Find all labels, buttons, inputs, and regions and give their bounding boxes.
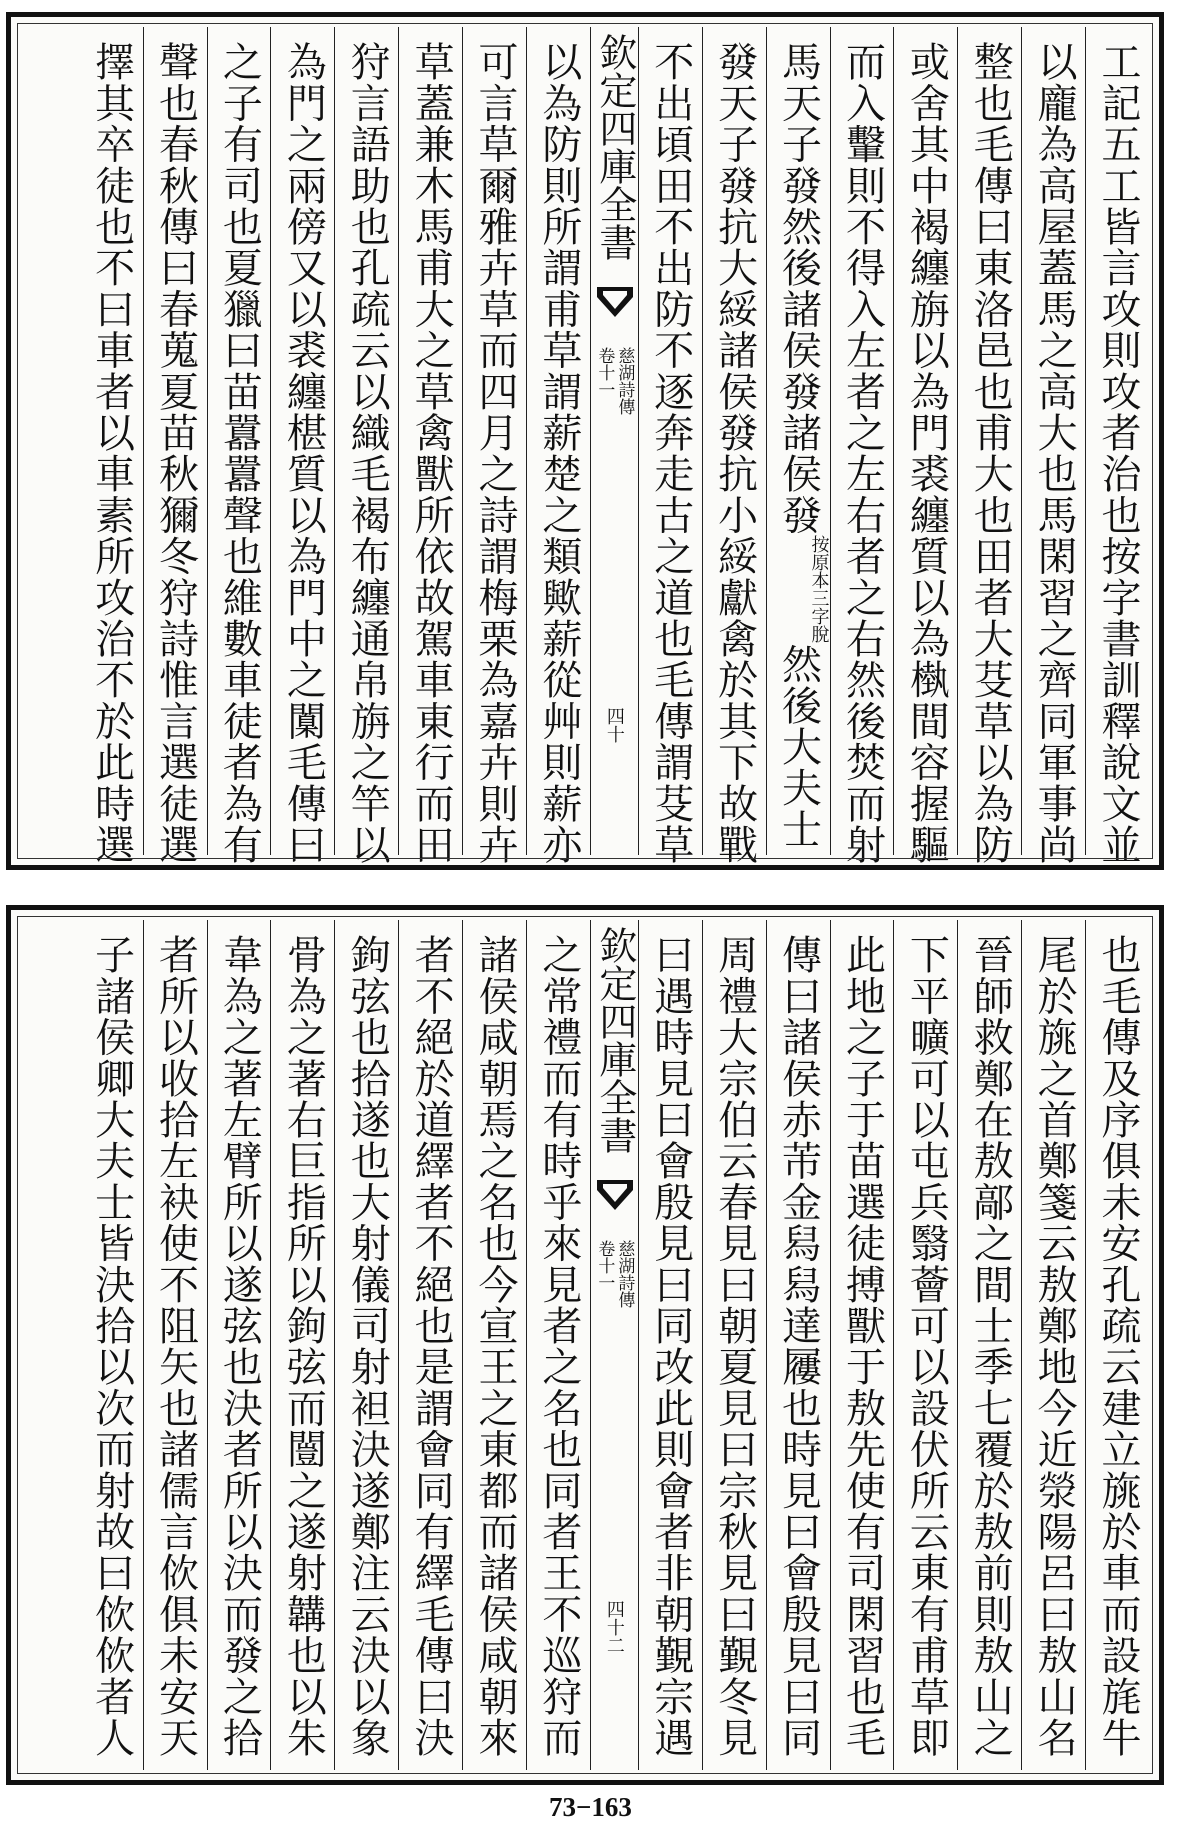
text-column: 周禮大宗伯云春見曰朝夏見曰宗秋見曰覲冬見 xyxy=(702,920,766,1770)
center-fold-label xyxy=(590,920,638,1770)
book-title: 慈湖詩傳 xyxy=(614,1240,635,1308)
fish-tail-mark-icon xyxy=(595,1178,635,1218)
text-column: 草蓋兼木馬甫大之草禽獸所依故駕車東行而田 xyxy=(398,27,462,855)
bottom-page-frame xyxy=(6,905,1164,1785)
column-text: 馬天子發然後諸侯發諸侯發 xyxy=(775,41,822,536)
bottom-text-columns xyxy=(21,920,1149,1770)
text-column: 以龐為高屋蓋馬之高大也馬閑習之齊同軍事尚 xyxy=(1021,27,1085,855)
text-column: 而入轚則不得入左者之左右者之右然後焚而射 xyxy=(830,27,894,855)
text-column: 工記五工皆言攻則攻者治也按字書訓釋說文並 xyxy=(1085,27,1149,855)
column-text-after-note: 然後大夫士 xyxy=(775,643,822,850)
text-column: 曰遇時見曰會殷見曰同改此則會者非朝覲宗遇 xyxy=(638,920,702,1770)
book-volume-label xyxy=(591,347,638,415)
text-column: 聲也春秋傳曰春蒐夏苗秋獮冬狩詩惟言選徒選 xyxy=(143,27,207,855)
text-column: 此地之子于苗選徒搏獸于敖先使有司閑習也毛 xyxy=(830,920,894,1770)
text-column: 尾於旐之首鄭箋云敖鄭地今近滎陽呂曰敖山名 xyxy=(1021,920,1085,1770)
text-column: 諸侯咸朝焉之名也今宣王之東都而諸侯咸朝來 xyxy=(462,920,526,1770)
text-column: 不出頃田不出防不逐奔走古之道也毛傳謂芟草 xyxy=(638,27,702,855)
text-column: 或舍其中褐纏旃以為門裘纏質以為槸間容握驅 xyxy=(893,27,957,855)
collection-title: 欽定四庫全書 xyxy=(592,33,637,261)
fish-tail-mark-icon xyxy=(595,285,635,325)
center-fold-label xyxy=(590,27,638,855)
text-column: 韋為之著左臂所以遂弦也決者所以決而發之拾 xyxy=(207,920,271,1770)
book-volume-label xyxy=(591,1240,638,1308)
volume-number: 卷十一 xyxy=(594,347,615,398)
top-page-frame xyxy=(6,12,1164,870)
text-column: 鉤弦也拾遂也大射儀司射袒決遂鄭注云決以象 xyxy=(334,920,398,1770)
top-text-columns xyxy=(21,27,1149,865)
text-column: 者不絕於道繹者不絕也是謂會同有繹毛傳曰決 xyxy=(398,920,462,1770)
text-column: 晉師救鄭在敖鄗之間士季七覆於敖前則敖山之 xyxy=(957,920,1021,1770)
text-column: 傳曰諸侯赤芾金舄舄達屨也時見曰會殷見曰同 xyxy=(766,920,830,1770)
text-column: 骨為之著右巨指所以鉤弦而闓之遂射韝也以朱 xyxy=(270,920,334,1770)
collection-title: 欽定四庫全書 xyxy=(592,926,637,1154)
editorial-note xyxy=(809,535,830,643)
text-column: 子諸侯卿大夫士皆決拾以次而射故曰佽佽者人 xyxy=(88,934,135,1758)
text-column: 整也毛傳曰東洛邑也甫大也田者大芟草以為防 xyxy=(957,27,1021,855)
text-column: 發天子發抗大綏諸侯發抗小綏獻禽於其下故戰 xyxy=(702,27,766,855)
note-line: 三字脫 xyxy=(808,589,830,644)
text-column-with-note xyxy=(766,27,830,855)
text-column: 下平曠可以屯兵翳薈可以設伏所云東有甫草即 xyxy=(893,920,957,1770)
text-column: 擇其卒徒也不曰車者以車素所攻治不於此時選 xyxy=(88,41,135,865)
folio-number: 四十 xyxy=(603,707,625,743)
page-code: 73−163 xyxy=(549,1792,632,1822)
text-column: 之子有司也夏獵曰苗囂囂聲也維數車徒者為有 xyxy=(207,27,271,855)
text-column: 以為防則所謂甫草謂薪楚之類歟薪從艸則薪亦 xyxy=(526,27,590,855)
text-column: 狩言語助也孔疏云以織毛褐布纏通帛旃之竿以 xyxy=(334,27,398,855)
text-column: 之常禮而有時乎來見者之名也同者王不巡狩而 xyxy=(526,920,590,1770)
text-column: 為門之兩傍又以裘纏椹質以為門中之闑毛傳曰 xyxy=(270,27,334,855)
text-column: 也毛傳及序俱未安孔疏云建立旐於車而設旄牛 xyxy=(1085,920,1149,1770)
book-title: 慈湖詩傳 xyxy=(614,347,635,415)
volume-number: 卷十一 xyxy=(594,1240,615,1291)
text-column: 者所以收拾左袂使不阻矢也諸儒言佽俱未安天 xyxy=(143,920,207,1770)
text-column: 可言草爾雅卉草而四月之詩謂梅栗為嘉卉則卉 xyxy=(462,27,526,855)
note-line: 按原本 xyxy=(808,535,830,590)
folio-number: 四十二 xyxy=(603,1600,625,1654)
